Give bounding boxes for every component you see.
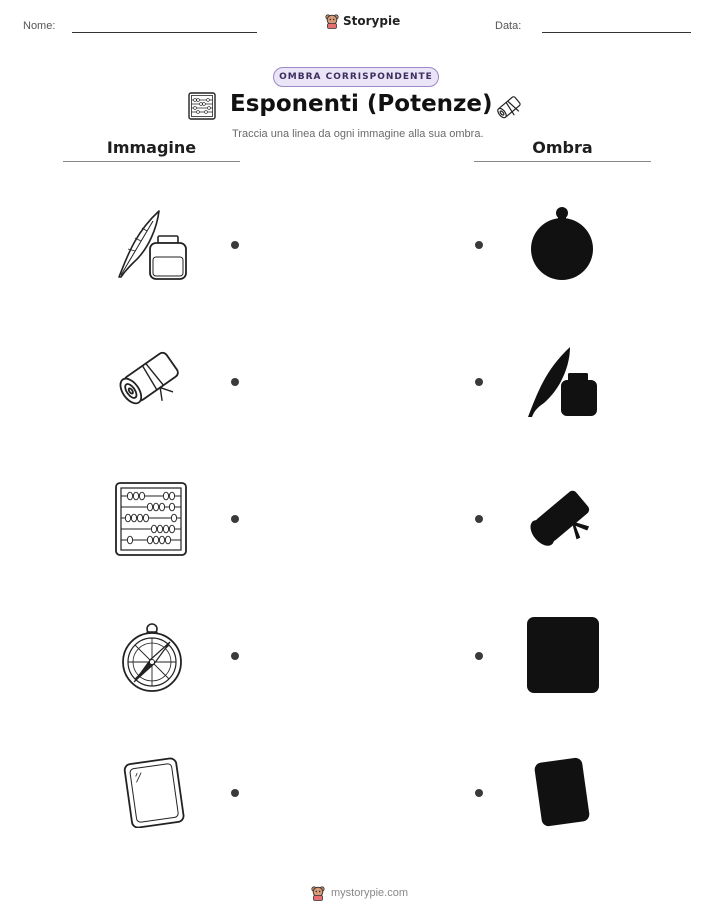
abacus-icon [187,91,217,121]
left-column-rule [63,161,240,162]
activity-badge: OMBRA CORRISPONDENTE [273,67,439,87]
right-connection-dot[interactable] [475,241,483,249]
abacus-icon [114,481,188,557]
bear-mascot-icon [310,885,326,901]
left-connection-dot[interactable] [231,378,239,386]
compass-icon [116,620,188,692]
name-field[interactable] [72,32,257,33]
name-label: Nome: [23,20,56,32]
square-shadow-icon [524,615,602,695]
tablet-shadow-icon [530,756,594,828]
left-column-heading: Immagine [106,138,197,157]
left-connection-dot[interactable] [231,241,239,249]
scroll-icon [494,91,526,123]
left-connection-dot[interactable] [231,652,239,660]
date-field[interactable] [542,32,691,33]
right-connection-dot[interactable] [475,652,483,660]
scroll-icon [110,340,190,420]
quill-and-inkwell-shadow-icon [524,343,604,423]
date-label: Data: [495,20,522,32]
footer [310,885,408,901]
right-connection-dot[interactable] [475,515,483,523]
right-connection-dot[interactable] [475,789,483,797]
right-column-heading: Ombra [532,138,593,157]
page-instructions: Traccia una linea da ogni immagine alla sua ombra. [232,128,484,140]
right-connection-dot[interactable] [475,378,483,386]
footer-url[interactable]: mystorypie.com [331,887,409,899]
tablet-icon [118,756,190,828]
bear-mascot-icon [324,13,340,29]
brand-logo [324,13,400,29]
scroll-shadow-icon [522,479,602,559]
quill-and-inkwell-icon [113,205,193,285]
right-column-rule [474,161,651,162]
left-connection-dot[interactable] [231,515,239,523]
page-title: Esponenti (Potenze) [230,91,493,117]
left-connection-dot[interactable] [231,789,239,797]
pocket-watch-shadow-icon [524,203,604,287]
brand-name: Storypie [343,14,401,28]
